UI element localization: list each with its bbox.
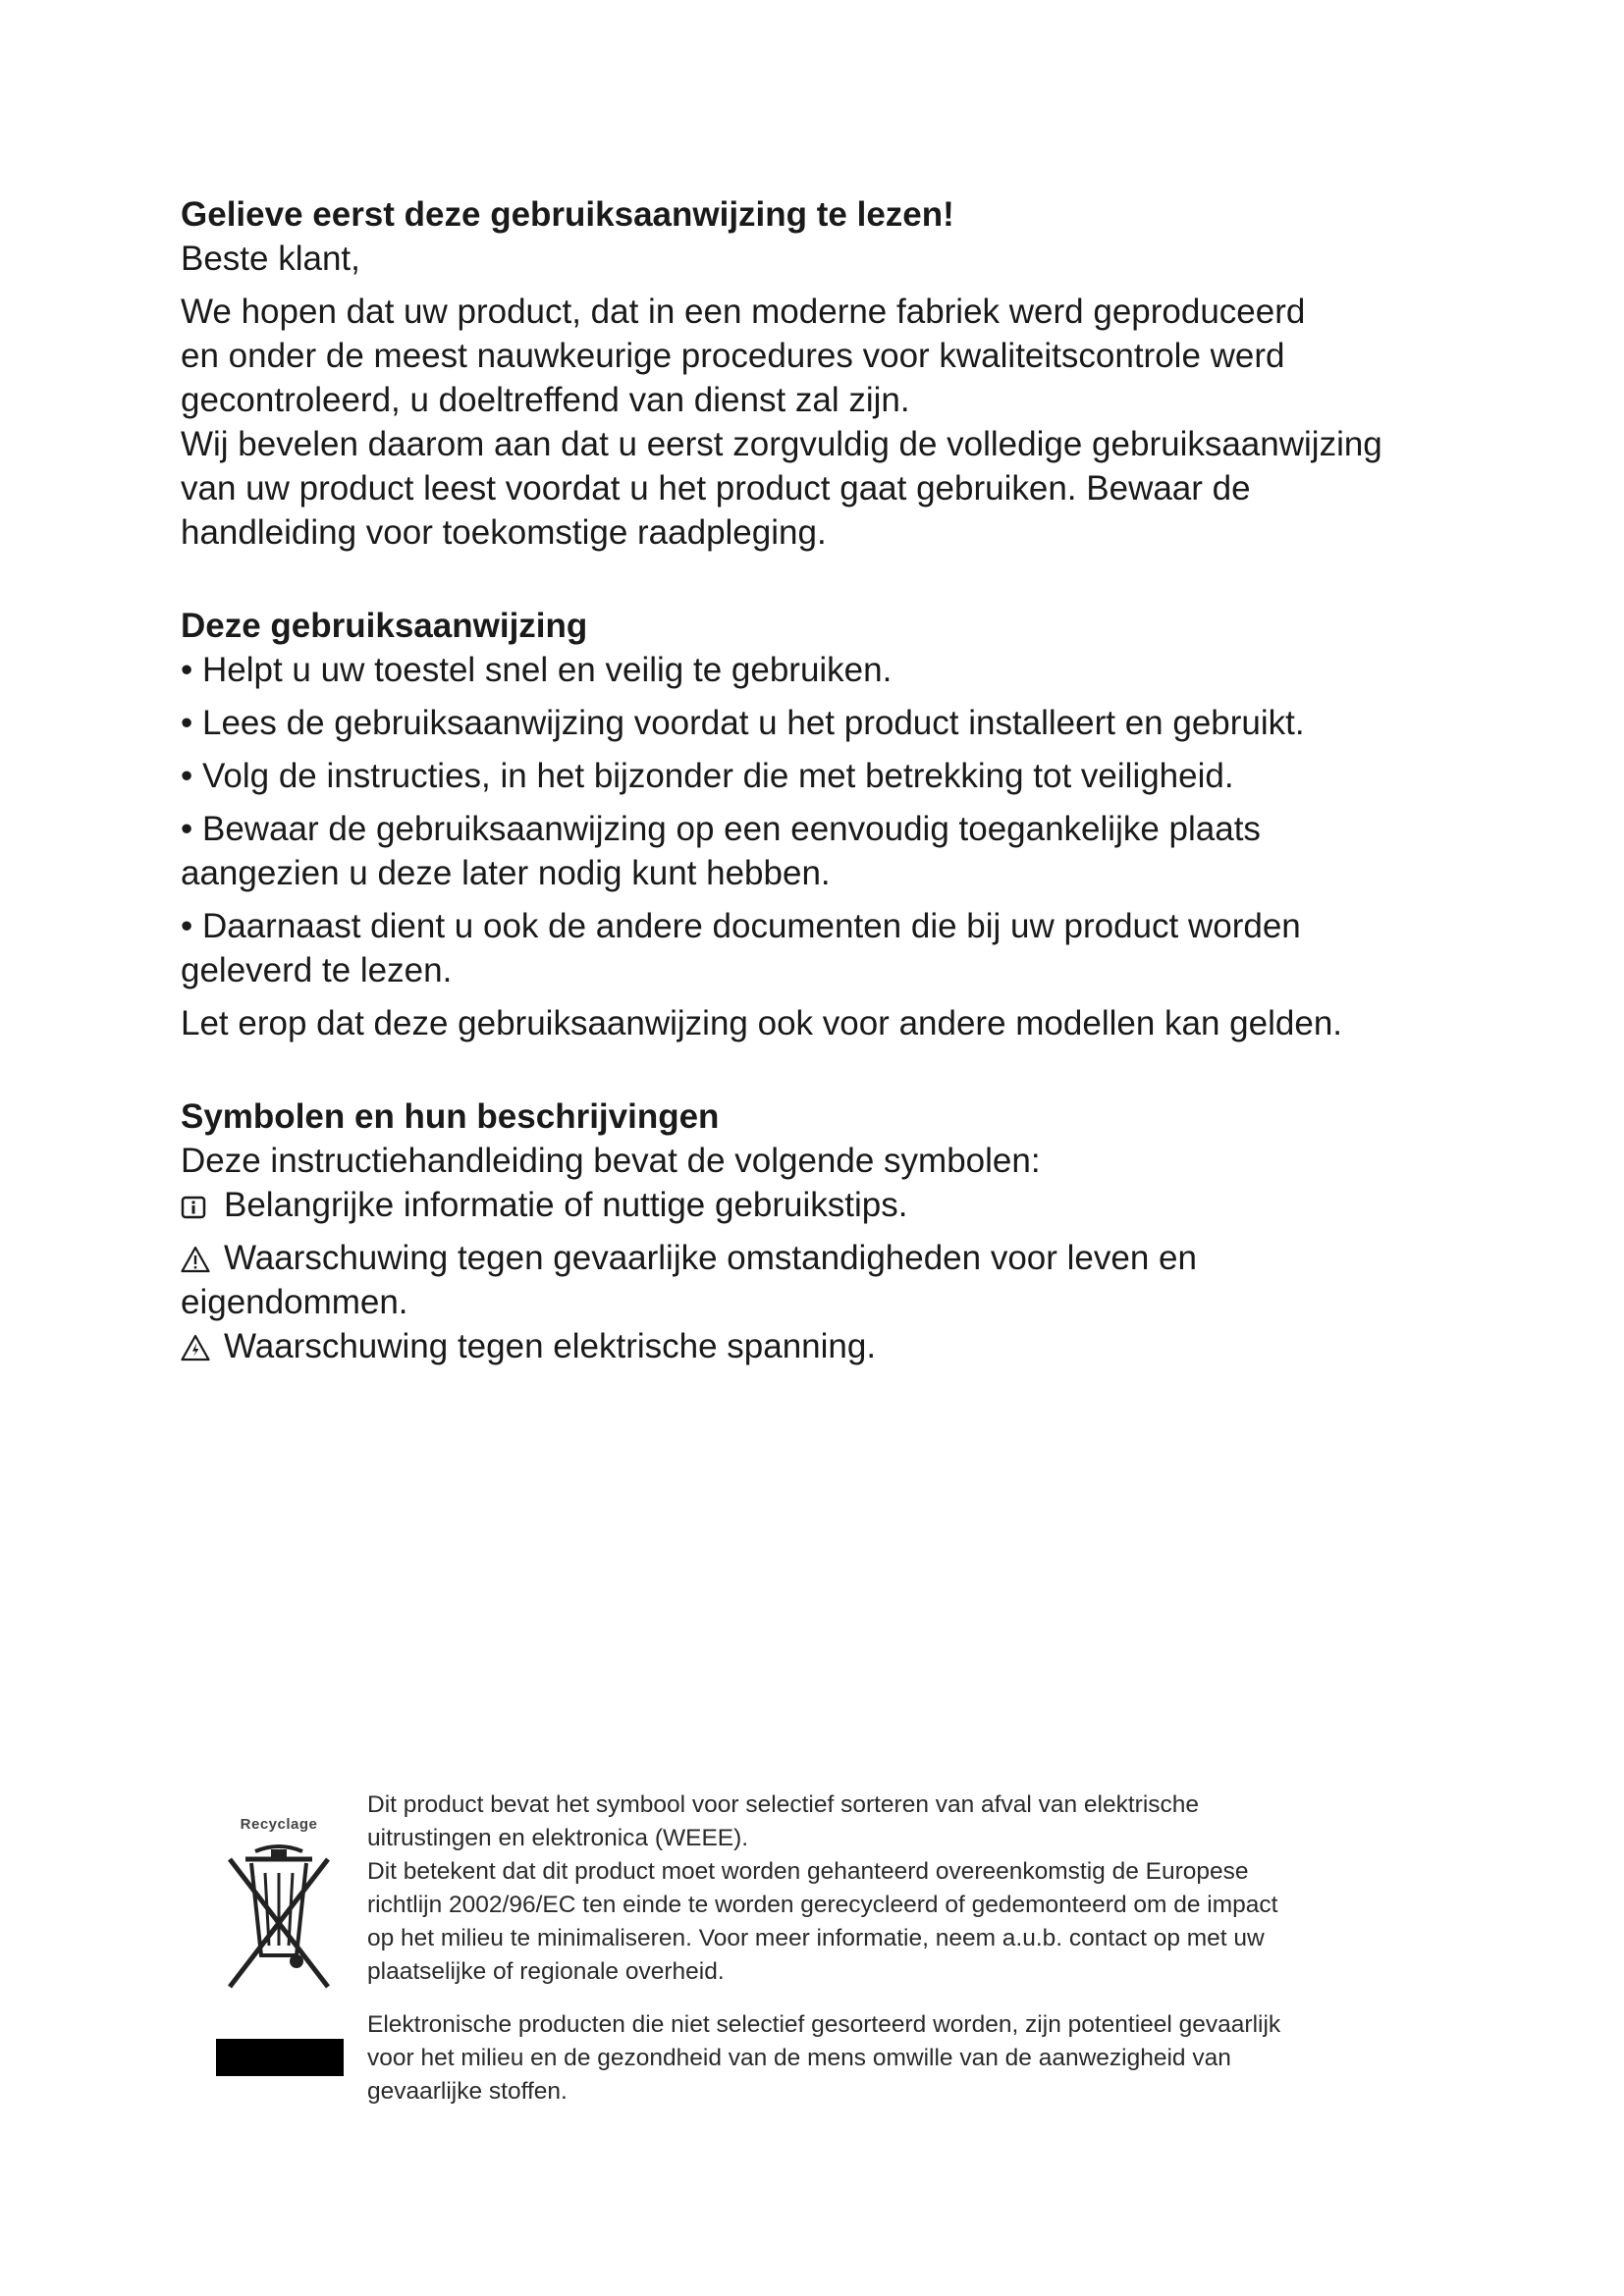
symbols-heading: Symbolen en hun beschrijvingen	[181, 1097, 720, 1136]
bullet-item: • Volg de instructies, in het bijzonder die met betrekking tot veiligheid.	[181, 757, 1234, 795]
weee-notice	[210, 1789, 1388, 2142]
symbol-description: Waarschuwing tegen elektrische spanning.	[224, 1327, 877, 1365]
symbol-description: Belangrijke informatie of nuttige gebruikstips.	[224, 1186, 908, 1224]
weee-paragraph-3	[367, 2008, 1388, 2109]
recycle-label: Recyclage	[240, 1816, 318, 1833]
text-line: op het milieu te minimaliseren. Voor meer informatie, neem a.u.b. contact op met uw	[367, 1925, 1265, 1951]
text-line: gevaarlijke stoffen.	[367, 2078, 568, 2105]
text-line: geleverd te lezen.	[181, 951, 453, 989]
bullet-item: • Lees de gebruiksaanwijzing voordat u het product installeert en gebruikt.	[181, 704, 1305, 742]
symbols-intro: Deze instructiehandleiding bevat de volgende symbolen:	[181, 1142, 1041, 1180]
text-line: • Bewaar de gebruiksaanwijzing op een eenvoudig toegankelijke plaats	[181, 810, 1261, 848]
text-line	[181, 1236, 1457, 1280]
weee-logo	[210, 1816, 348, 1997]
text-line: Elektronische producten die niet selectief gesorteerd worden, zijn potentieel gevaarlijk	[367, 2011, 1281, 2038]
symbol-item-electric	[181, 1324, 1457, 1368]
text-line: en onder de meest nauwkeurige procedures voor kwaliteitscontrole werd	[181, 337, 1285, 375]
text-line: We hopen dat uw product, dat in een moderne fabriek werd geproduceerd	[181, 293, 1306, 331]
text-line: richtlijn 2002/96/EC ten einde te worden gerecycleerd of gedemonteerd om de impact	[367, 1892, 1278, 1918]
text-line: Wij bevelen daarom aan dat u eerst zorgvuldig de volledige gebruiksaanwijzing	[181, 425, 1382, 463]
weee-paragraph-2	[367, 1855, 1388, 1989]
text-line: • Daarnaast dient u ook de andere documenten die bij uw product worden	[181, 907, 1301, 945]
electric-warning-icon	[181, 1334, 210, 1362]
main-content	[181, 192, 1457, 1368]
crossed-bin-icon	[226, 1840, 332, 1997]
text-line: handleiding voor toekomstige raadpleging.	[181, 513, 827, 552]
text-line: gecontroleerd, u doeltreffend van dienst zal zijn.	[181, 381, 910, 419]
symbol-description: Waarschuwing tegen gevaarlijke omstandigheden voor leven en	[224, 1239, 1197, 1277]
warning-icon	[181, 1246, 210, 1273]
text-line: van uw product leest voordat u het product gaat gebruiken. Bewaar de	[181, 469, 1251, 507]
manual-heading: Deze gebruiksaanwijzing	[181, 607, 588, 645]
models-note: Let erop dat deze gebruiksaanwijzing ook voor andere modellen kan gelden.	[181, 1004, 1343, 1042]
intro-paragraph-2	[181, 422, 1457, 555]
manual-bullet-list	[181, 648, 1457, 992]
bullet-item	[181, 807, 1457, 895]
greeting: Beste klant,	[181, 240, 360, 278]
symbol-item-warning	[181, 1236, 1457, 1324]
info-icon	[181, 1195, 210, 1220]
text-line: aangezien u deze later nodig kunt hebben.	[181, 854, 831, 892]
intro-heading: Gelieve eerst deze gebruiksaanwijzing te lezen!	[181, 195, 954, 234]
bullet-item: • Helpt u uw toestel snel en veilig te gebruiken.	[181, 651, 893, 689]
weee-paragraph-1	[367, 1789, 1388, 1855]
weee-black-bar	[216, 2039, 344, 2076]
weee-text	[367, 1789, 1388, 2109]
bullet-item	[181, 904, 1457, 992]
text-line: voor het milieu en de gezondheid van de mens omwille van de aanwezigheid van	[367, 2045, 1231, 2071]
symbol-item-info	[181, 1183, 1457, 1227]
text-line: plaatselijke of regionale overheid.	[367, 1958, 725, 1985]
text-line: eigendommen.	[181, 1283, 408, 1321]
text-line: Dit betekent dat dit product moet worden gehanteerd overeenkomstig de Europese	[367, 1858, 1249, 1885]
intro-paragraph-1	[181, 290, 1457, 422]
text-line: uitrustingen en elektronica (WEEE).	[367, 1825, 749, 1851]
text-line: Dit product bevat het symbool voor selectief sorteren van afval van elektrische	[367, 1791, 1200, 1818]
